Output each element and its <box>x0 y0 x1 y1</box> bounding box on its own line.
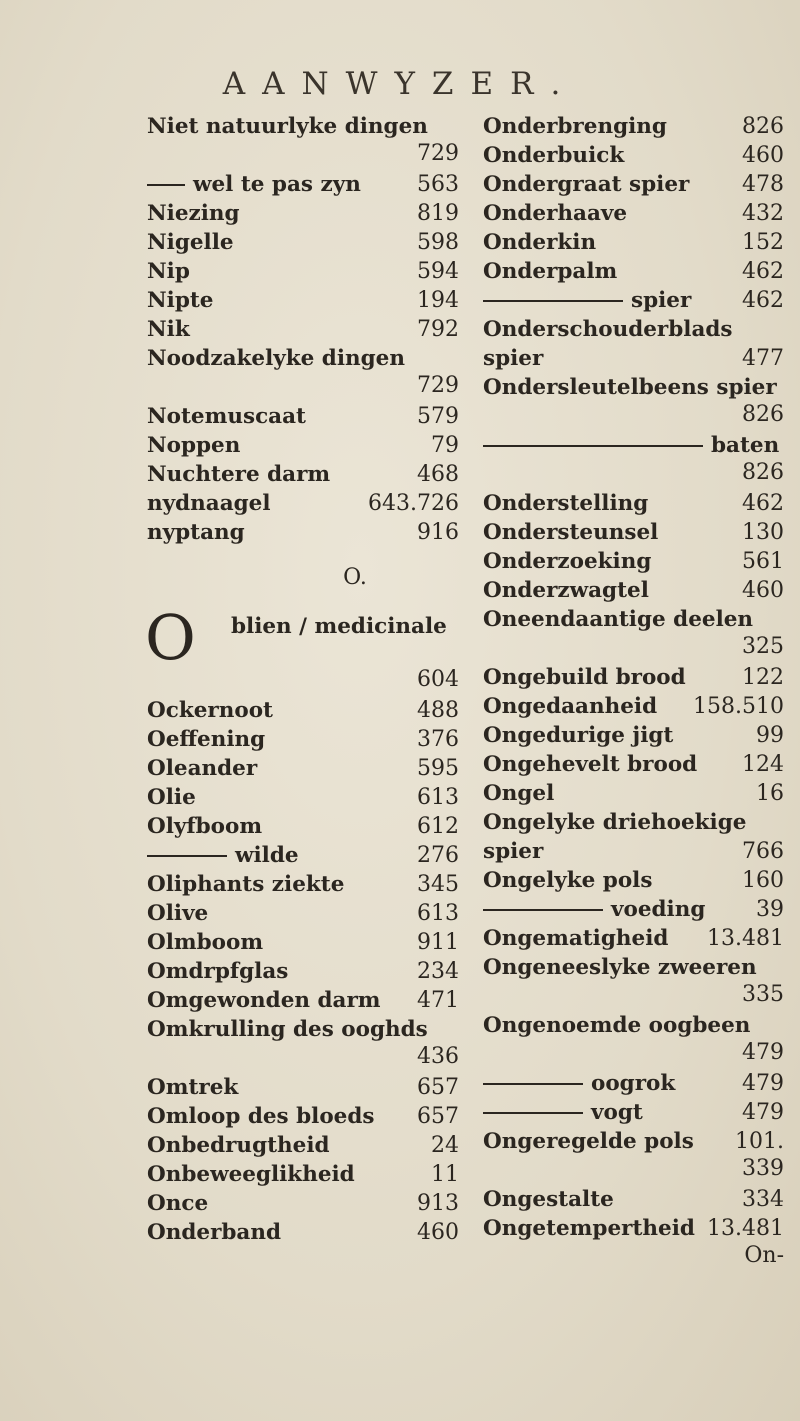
index-entry: Ongenoemde oogbeen <box>483 1013 751 1038</box>
index-entry: Niet natuurlyke dingen <box>147 114 428 139</box>
index-entry: Ondergraat spier 478 <box>483 172 784 197</box>
index-entry: Ongedaanheid 158.510 <box>483 694 784 719</box>
index-entry: Noppen 79 <box>147 433 459 458</box>
page-number: 335 <box>742 982 784 1007</box>
index-entry: wilde 276 <box>147 841 463 870</box>
index-entry: baten <box>483 431 788 460</box>
index-entry: Onderbuick 460 <box>483 143 784 168</box>
index-entry: vogt 479 <box>483 1098 788 1127</box>
index-entry: Oneendaantige deelen <box>483 607 754 632</box>
index-entry: Ongelyke driehoekige <box>483 810 747 835</box>
index-entry: spier 766 <box>483 839 784 864</box>
index-entry: Omkrulling des ooghds <box>147 1017 428 1042</box>
index-entry: Noodzakelyke dingen <box>147 346 405 371</box>
index-entry: Ongel 16 <box>483 781 784 806</box>
index-entry: Onderhaave 432 <box>483 201 784 226</box>
index-entry: Ongelyke pols 160 <box>483 868 784 893</box>
index-entry: oogrok 479 <box>483 1069 788 1098</box>
index-entry: Notemuscaat 579 <box>147 404 459 429</box>
index-entry: Omtrek 657 <box>147 1075 459 1100</box>
index-entry: Onderstelling 462 <box>483 491 784 516</box>
index-entry: Onbedrugtheid 24 <box>147 1133 459 1158</box>
index-entry: Onderzoeking 561 <box>483 549 784 574</box>
index-entry: Onderband 460 <box>147 1220 459 1245</box>
page-number: 604 <box>417 667 459 692</box>
index-entry: O blien / medicinale <box>145 601 447 674</box>
index-entry: Omloop des bloeds 657 <box>147 1104 459 1129</box>
page-number: 826 <box>742 402 784 427</box>
index-entry: Oliphants ziekte 345 <box>147 872 459 897</box>
index-entry: Ongebuild brood 122 <box>483 665 784 690</box>
page-number: 729 <box>417 373 459 398</box>
index-entry: Onderschouderblads <box>483 317 733 342</box>
page-number: 339 <box>742 1156 784 1181</box>
index-entry: Omdrpfglas 234 <box>147 959 459 984</box>
index-entry: Nip 594 <box>147 259 459 284</box>
index-entry: Ongehevelt brood 124 <box>483 752 784 777</box>
index-entry: Olmboom 911 <box>147 930 459 955</box>
index-entry: Ondersteunsel 130 <box>483 520 784 545</box>
index-column-right <box>483 112 788 1272</box>
index-entry: Onderpalm 462 <box>483 259 784 284</box>
index-entry: Ongetempertheid 13.481 <box>483 1216 784 1241</box>
index-entry: Oleander 595 <box>147 756 459 781</box>
index-entry: Nipte 194 <box>147 288 459 313</box>
index-entry: Onderzwagtel 460 <box>483 578 784 603</box>
page-number: 826 <box>742 460 784 485</box>
index-entry: Ockernoot 488 <box>147 698 459 723</box>
page-number: 325 <box>742 634 784 659</box>
index-entry: Niezing 819 <box>147 201 459 226</box>
index-entry: nydnaagel 643.726 <box>147 491 459 516</box>
index-entry: Olive 613 <box>147 901 459 926</box>
index-entry: spier 477 <box>483 346 784 371</box>
index-entry: spier 462 <box>483 286 788 315</box>
index-entry: Ongestalte 334 <box>483 1187 784 1212</box>
index-entry: Olyfboom 612 <box>147 814 459 839</box>
index-entry: Nik 792 <box>147 317 459 342</box>
index-entry: Ongeneeslyke zweeren <box>483 955 757 980</box>
index-entry: Oeffening 376 <box>147 727 459 752</box>
section-letter: O. <box>343 565 367 590</box>
index-entry: Ondersleutelbeens spier <box>483 375 777 400</box>
page-header: AANWYZER. <box>222 66 578 102</box>
index-entry: Omgewonden darm 471 <box>147 988 459 1013</box>
index-entry: voeding 39 <box>483 895 788 924</box>
drop-cap: O <box>145 601 196 674</box>
page-number: 479 <box>742 1040 784 1065</box>
index-entry: Onbeweeglikheid 11 <box>147 1162 459 1187</box>
index-entry: nyptang 916 <box>147 520 459 545</box>
catchword: On- <box>744 1243 784 1268</box>
page-number: 436 <box>417 1044 459 1069</box>
index-entry: Ongedurige jigt 99 <box>483 723 784 748</box>
page-number: 729 <box>417 141 459 166</box>
index-entry: Once 913 <box>147 1191 459 1216</box>
index-entry: Nigelle 598 <box>147 230 459 255</box>
index-column-left <box>147 112 463 1247</box>
index-entry: wel te pas zyn 563 <box>147 170 463 199</box>
index-entry: Nuchtere darm 468 <box>147 462 459 487</box>
index-entry: Onderkin 152 <box>483 230 784 255</box>
index-entry: Ongematigheid 13.481 <box>483 926 784 951</box>
index-entry: Olie 613 <box>147 785 459 810</box>
index-entry: Ongeregelde pols 101. <box>483 1129 784 1154</box>
index-entry: Onderbrenging 826 <box>483 114 784 139</box>
